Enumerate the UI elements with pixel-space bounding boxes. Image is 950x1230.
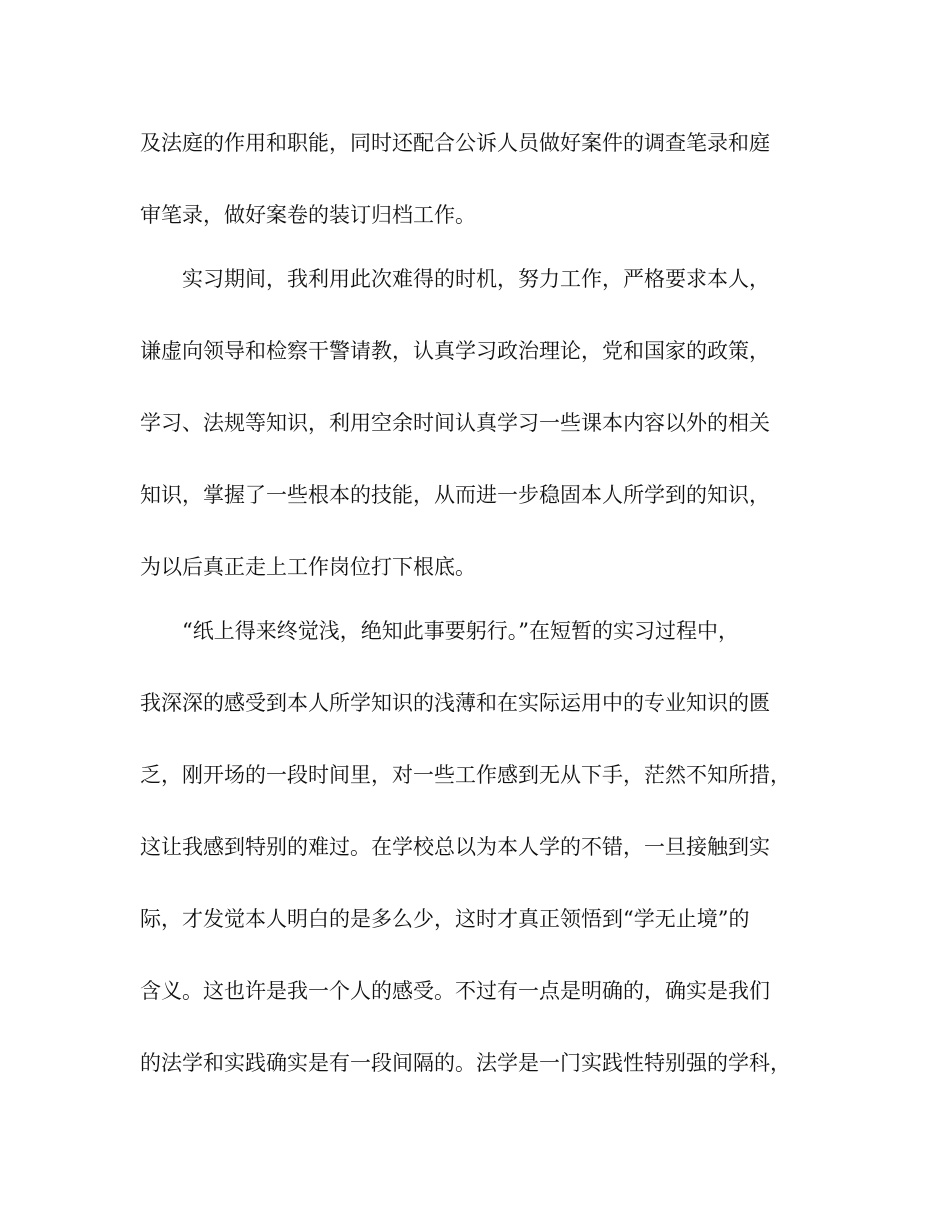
text-line-5: 学习、法规等知识，利用空余时间认真学习一些课本内容以外的相关: [140, 411, 770, 435]
text-line-1: 及法庭的作用和职能，同时还配合公诉人员做好案件的调查笔录和庭: [140, 131, 770, 155]
text-line-7: 为以后真正走上工作岗位打下根底。: [140, 555, 476, 579]
paragraph-start-line-8: “纸上得来终觉浅，绝知此事要躬行。”在短暂的实习过程中，: [182, 619, 739, 643]
text-line-14: 的法学和实践确实是有一段间隔的。法学是一门实践性特别强的学科，: [140, 1051, 791, 1075]
text-line-11: 这让我感到特别的难过。在学校总以为本人学的不错，一旦接触到实: [140, 835, 770, 859]
text-line-10: 乏，刚开场的一段时间里，对一些工作感到无从下手，茫然不知所措，: [140, 763, 791, 787]
text-line-13: 含义。这也许是我一个人的感受。不过有一点是明确的，确实是我们: [140, 979, 770, 1003]
text-line-12: 际，才发觉本人明白的是多么少，这时才真正领悟到“学无止境”的: [140, 907, 750, 931]
text-line-4: 谦虚向领导和检察干警请教，认真学习政治理论，党和国家的政策，: [140, 339, 770, 363]
text-line-6: 知识，掌握了一些根本的技能，从而进一步稳固本人所学到的知识，: [140, 483, 770, 507]
text-line-2: 审笔录，做好案卷的装订归档工作。: [140, 203, 476, 227]
text-line-9: 我深深的感受到本人所学知识的浅薄和在实际运用中的专业知识的匮: [140, 691, 770, 715]
paragraph-start-line-3: 实习期间，我利用此次难得的时机，努力工作，严格要求本人，: [182, 267, 770, 291]
